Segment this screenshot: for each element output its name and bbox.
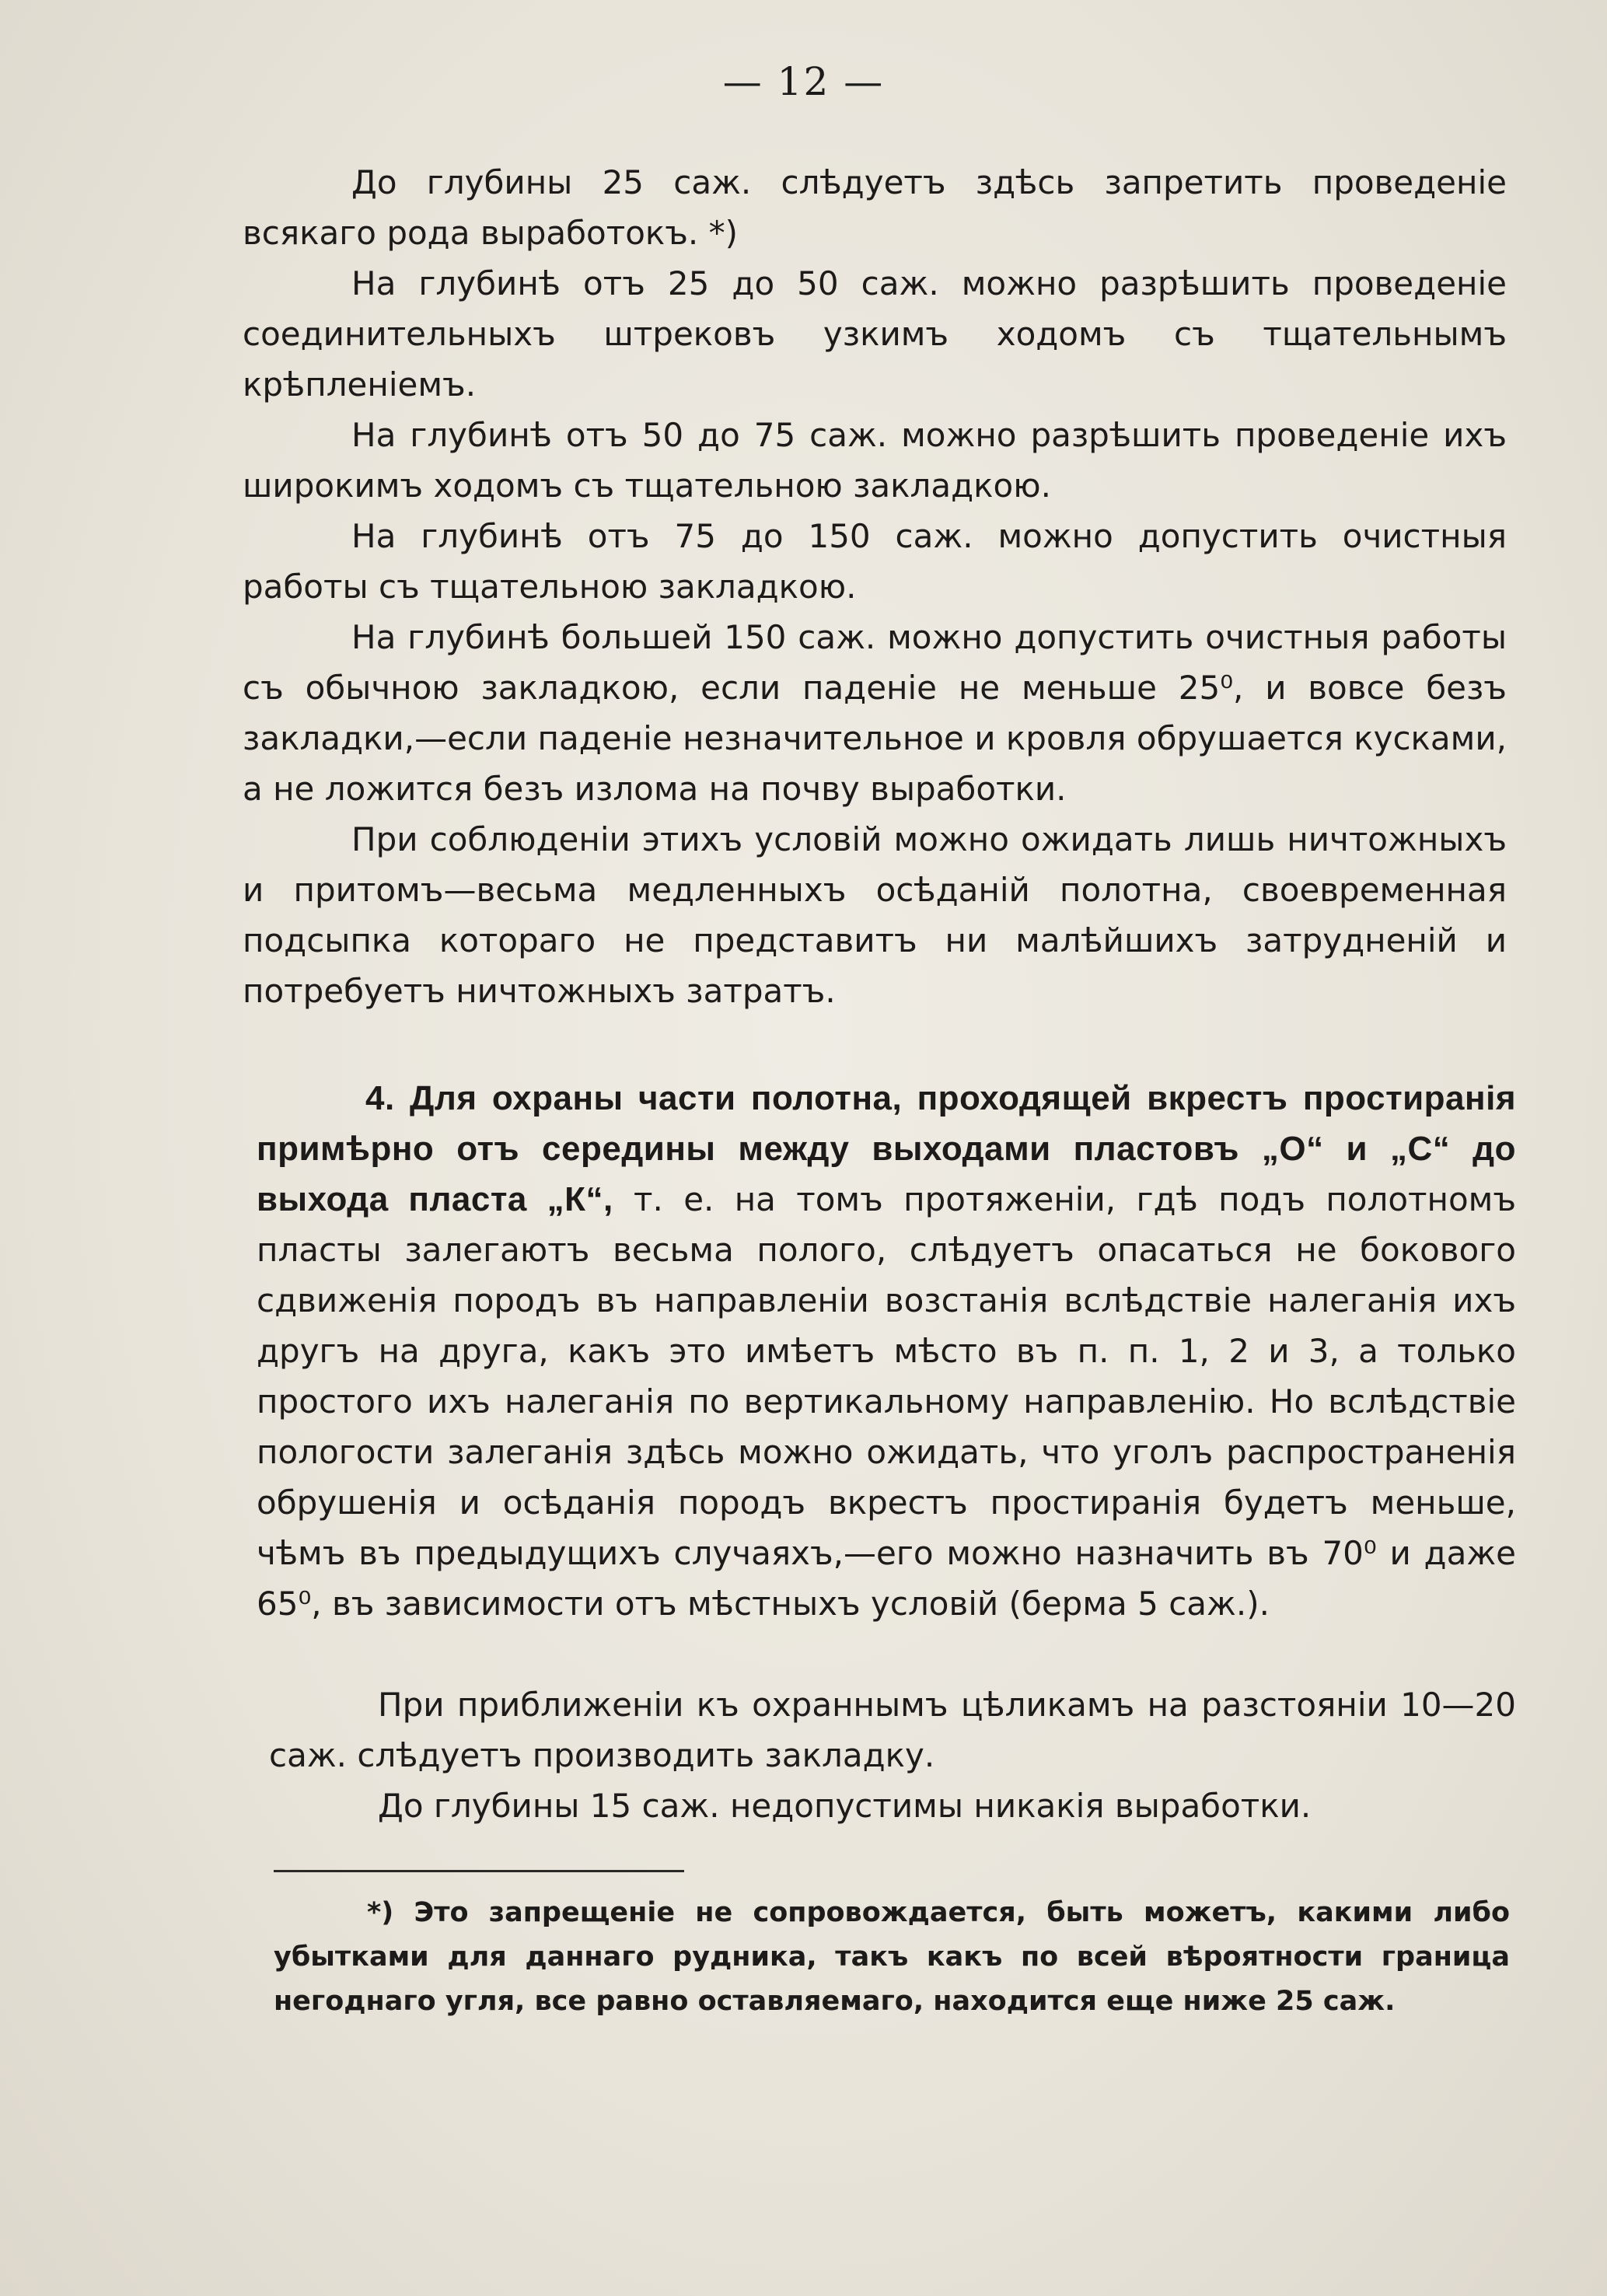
- paragraph: На глубинѣ отъ 25 до 50 саж. можно разрѣшить проведенiе соединительныхъ штрековъ узкимъ ходомъ съ тщательнымъ крѣпленiемъ.: [243, 264, 1507, 404]
- body-text-part3: [269, 1679, 1516, 1831]
- section-4: [257, 1073, 1516, 1629]
- paragraph: До глубины 25 саж. слѣдуетъ здѣсь запретить проведенiе всякаго рода выработокъ. *): [243, 163, 1507, 252]
- paragraph: На глубинѣ большей 150 саж. можно допустить очистныя работы съ обычною закладкою, если паденiе не меньше 25⁰, и вовсе безъ закладки,—если паденiе незначительное и кровля обрушается кусками, а не ложится безъ излома на почву выработки.: [243, 618, 1507, 808]
- footnote: [274, 1891, 1510, 2024]
- footnote-text: *) Это запрещенiе не сопровождается, быть можетъ, какими либо убытками для даннаго рудника, такъ какъ по всей вѣроятности граница негоднаго угля, все равно оставляемаго, находится еще ниже 25 саж.: [274, 1897, 1510, 2017]
- paragraph: До глубины 15 саж. недопустимы никакiя выработки.: [378, 1787, 1312, 1825]
- paragraph: При приближенiи къ охраннымъ цѣликамъ на разстоянiи 10—20 саж. слѣдуетъ производить закладку.: [269, 1686, 1516, 1774]
- page-number: — 12 —: [722, 59, 885, 104]
- section-4-heading: 4. Для охраны части полотна, проходящей вкрестъ простиранiя примѣрно отъ середины между выходами пластовъ „О“ и „С“ до выхода пласта „К“,: [257, 1079, 1516, 1218]
- paragraph: На глубинѣ отъ 50 до 75 саж. можно разрѣшить проведенiе ихъ широкимъ ходомъ съ тщательною закладкою.: [243, 416, 1507, 505]
- body-text-part1: [243, 157, 1507, 1016]
- footnote-divider: [274, 1870, 684, 1872]
- section-4-paragraph: [257, 1073, 1516, 1629]
- section-4-body: т. е. на томъ протяженiи, гдѣ подъ полотномъ пласты залегаютъ весьма полого, слѣдуетъ опасаться не бокового сдвиженiя породъ въ направленiи возстанiя вслѣдствiе налеганiя ихъ другъ на друга, какъ это имѣетъ мѣсто въ п. п. 1, 2 и 3, а только простого ихъ налеганiя по вертикальному направленiю. Но вслѣдствiе пологости залеганiя здѣсь можно ожидать, что уголъ распространенiя обрушенiя и осѣданiя породъ вкрестъ простиранiя будетъ меньше, чѣмъ въ предыдущихъ случаяхъ,—его можно назначить въ 70⁰ и даже 65⁰, въ зависимости отъ мѣстныхъ условiй (берма 5 саж.).: [257, 1180, 1517, 1623]
- paragraph: При соблюденiи этихъ условiй можно ожидать лишь ничтожныхъ и притомъ—весьма медленныхъ осѣданiй полотна, своевременная подсыпка котораго не представитъ ни малѣйшихъ затрудненiй и потребуетъ ничтожныхъ затратъ.: [243, 820, 1507, 1010]
- paragraph: На глубинѣ отъ 75 до 150 саж. можно допустить очистныя работы съ тщательною закладкою.: [243, 517, 1507, 606]
